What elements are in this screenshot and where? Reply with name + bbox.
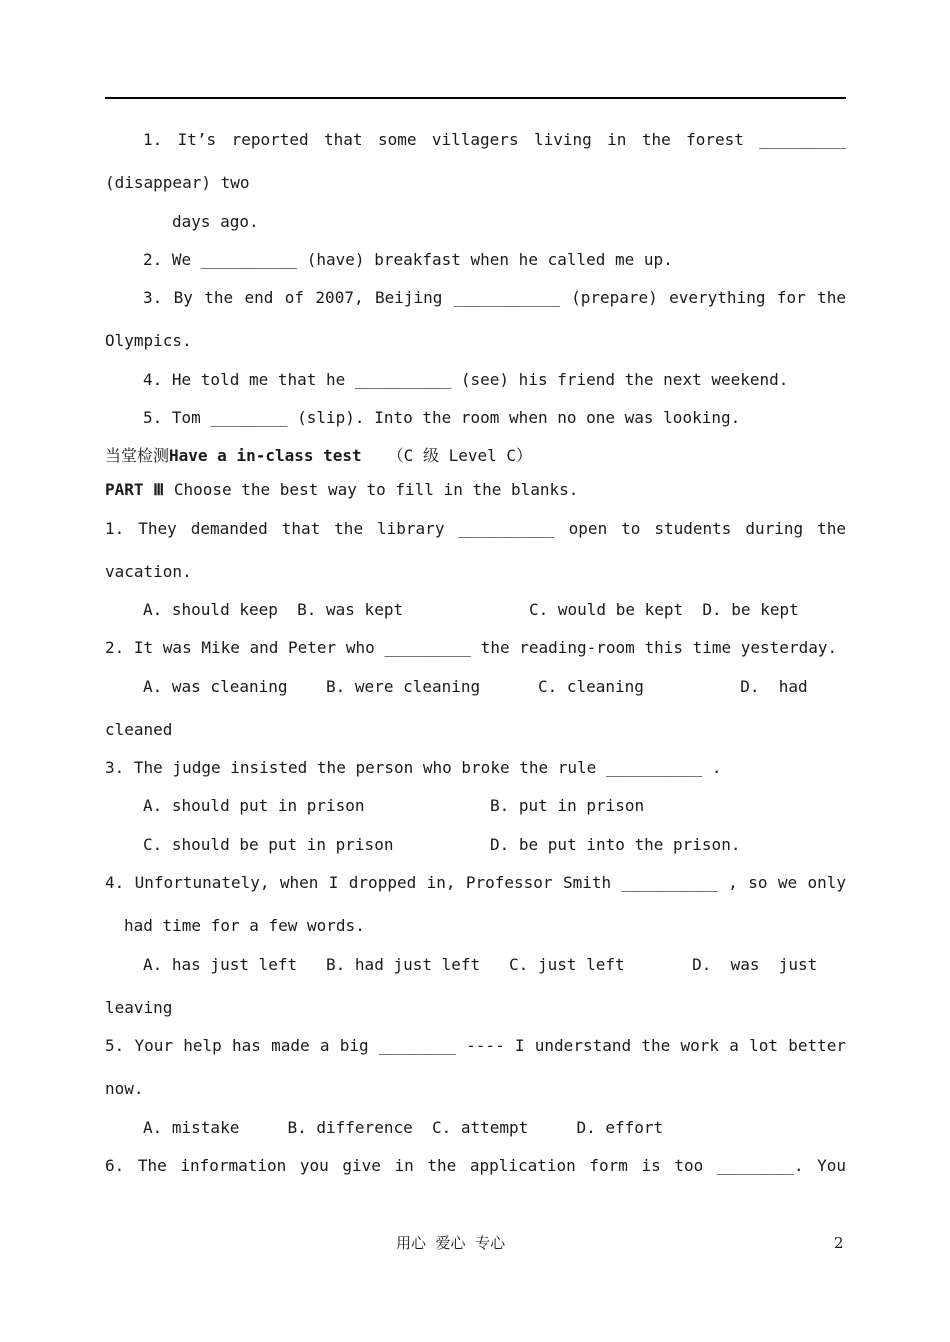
mc-question-6-line-1: 6. The information you give in the application form is too ________. You xyxy=(105,1156,846,1175)
question-1-line-3: days ago. xyxy=(172,212,259,231)
mc-question-3-option-c: C. should be put in prison xyxy=(143,835,394,854)
mc-question-3-option-a: A. should put in prison xyxy=(143,796,365,815)
mc-question-4-line-2: had time for a few words. xyxy=(124,916,365,935)
part-instruction xyxy=(105,480,578,500)
heading-cn: 当堂检测 xyxy=(105,446,170,465)
mc-question-5-line-2: now. xyxy=(105,1079,144,1098)
heading-en: Have a in-class test xyxy=(169,446,362,465)
mc-question-4-line-1: 4. Unfortunately, when I dropped in, Professor Smith __________ , so we only xyxy=(105,873,846,892)
mc-question-3-option-d: D. be put into the prison. xyxy=(490,835,741,854)
mc-question-3: 3. The judge insisted the person who broke the rule __________ . xyxy=(105,758,722,777)
mc-question-5-line-1: 5. Your help has made a big ________ ---- I understand the work a lot better xyxy=(105,1036,846,1055)
part-label: PART Ⅲ xyxy=(105,480,165,499)
question-5: 5. Tom ________ (slip). Into the room when no one was looking. xyxy=(143,408,741,427)
header-rule xyxy=(105,97,846,99)
section-heading xyxy=(105,446,532,466)
footer-motto: 用心 爱心 专心 xyxy=(396,1234,506,1252)
mc-question-1-options-a: A. should keep B. was kept xyxy=(143,600,404,619)
question-1-line-1: 1. It’s reported that some villagers living in the forest _________ xyxy=(143,130,846,149)
page-number: 2 xyxy=(834,1234,844,1252)
mc-question-1-options-b: C. would be kept D. be kept xyxy=(529,600,799,619)
mc-question-5-options: A. mistake B. difference C. attempt D. effort xyxy=(143,1118,664,1137)
mc-question-2: 2. It was Mike and Peter who _________ the reading-room this time yesterday. xyxy=(105,638,838,657)
mc-question-2-options: A. was cleaning B. were cleaning C. cleaning D. had xyxy=(143,677,808,696)
mc-question-4-options: A. has just left B. had just left C. just left D. was just xyxy=(143,955,818,974)
question-2: 2. We __________ (have) breakfast when he called me up. xyxy=(143,250,673,269)
question-1-line-2: (disappear) two xyxy=(105,173,250,192)
question-4: 4. He told me that he __________ (see) his friend the next weekend. xyxy=(143,370,789,389)
part-text: Choose the best way to fill in the blanks. xyxy=(164,480,579,499)
mc-question-3-option-b: B. put in prison xyxy=(490,796,645,815)
mc-question-2-line-2: cleaned xyxy=(105,720,173,739)
mc-question-1-line-2: vacation. xyxy=(105,562,192,581)
mc-question-1-line-1: 1. They demanded that the library __________ open to students during the xyxy=(105,519,846,538)
question-3-line-1: 3. By the end of 2007, Beijing ___________ (prepare) everything for the xyxy=(143,288,846,307)
mc-question-4-line-3: leaving xyxy=(105,998,173,1017)
question-3-line-2: Olympics. xyxy=(105,331,192,350)
heading-level: （C 级 Level C） xyxy=(387,446,533,465)
